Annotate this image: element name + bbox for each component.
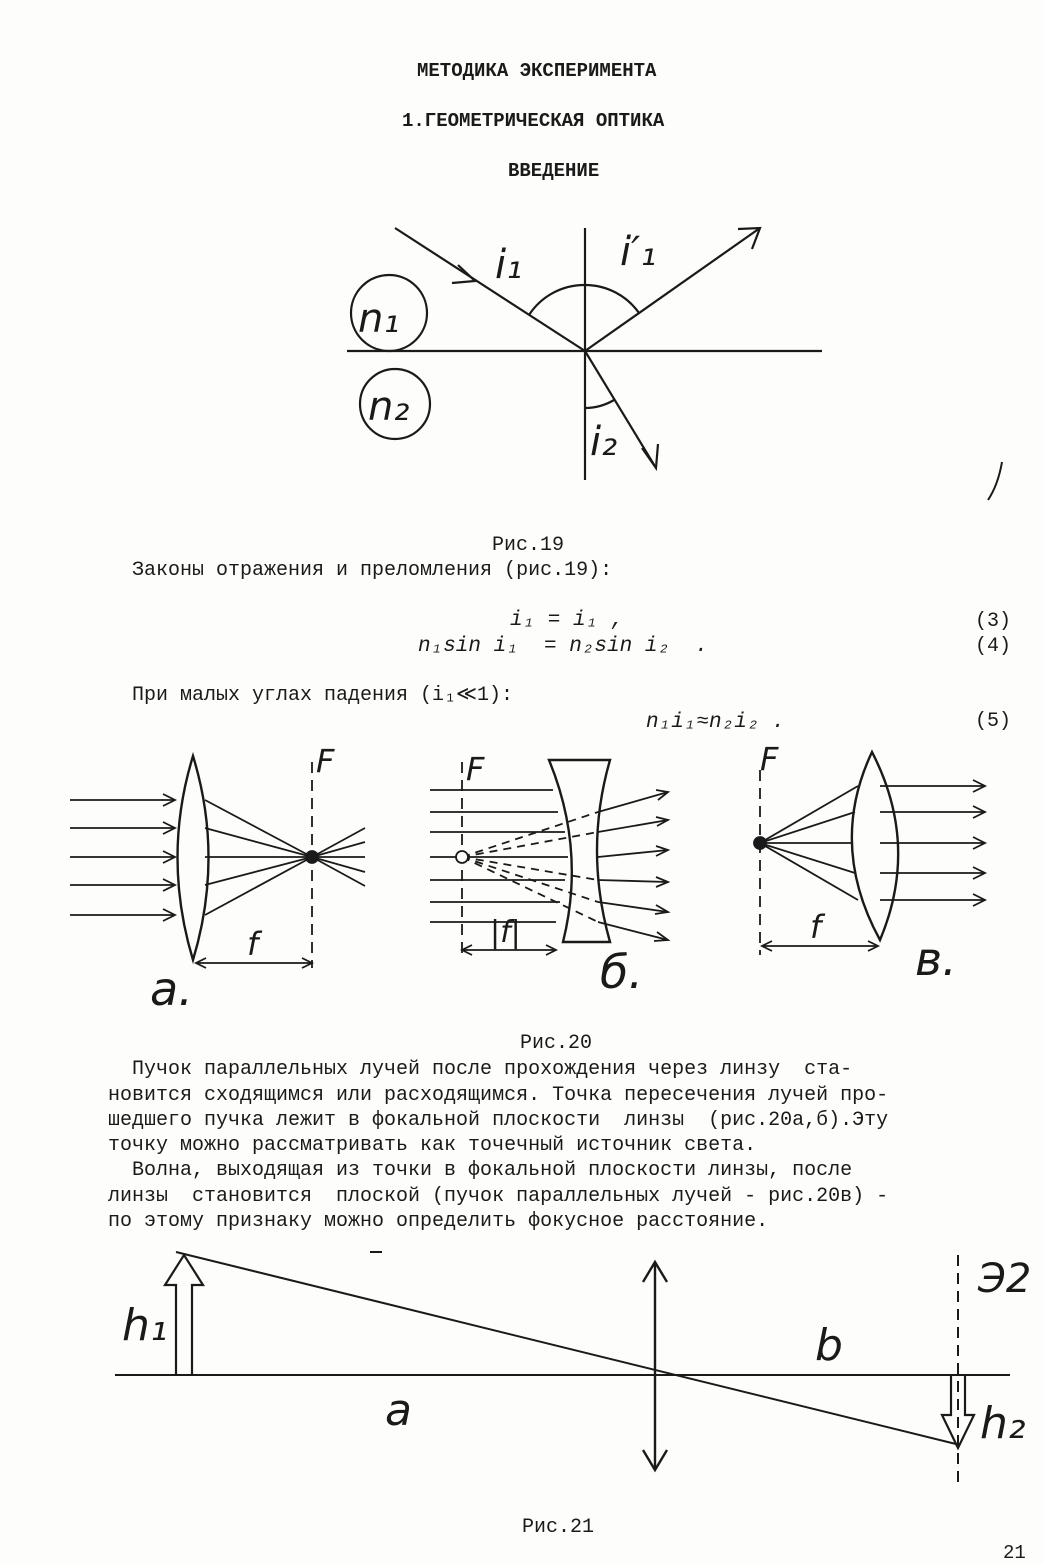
equation-3-number: (3)	[975, 610, 1012, 633]
paragraph-1-line-1: Пучок параллельных лучей после прохождения через линзу ста-	[132, 1058, 853, 1081]
fig20a-converging-lens	[70, 756, 365, 968]
figure-19-caption: Рис.19	[492, 534, 565, 557]
medium-n1-circle	[351, 275, 427, 351]
paragraph-1-line-2: новится сходящимся или расходящимся. Точка пересечения лучей про-	[108, 1084, 889, 1107]
label-screen-e2: Э2	[978, 1256, 1032, 1302]
figure-21-caption: Рис.21	[522, 1516, 595, 1539]
paragraph-2-line-3: по этому признаку можно определить фокусное расстояние.	[108, 1210, 769, 1233]
label-n1: n₁	[358, 296, 400, 342]
fig20b-diverging-lens	[430, 760, 668, 960]
angle-arc-i1p	[585, 285, 639, 313]
equation-5: n₁i₁≈n₂i₂ .	[646, 711, 785, 734]
fig20b-label-abs-f: |f|	[490, 915, 521, 950]
paragraph-2-line-2: линзы становится плоской (пучок параллельных лучей - рис.20в) -	[108, 1185, 889, 1208]
page-number: 21	[1003, 1542, 1026, 1564]
fig20v-focus-point	[754, 837, 766, 849]
section-title: МЕТОДИКА ЭКСПЕРИМЕНТА	[417, 60, 657, 82]
small-angles-text: При малых углах падения (i₁≪1):	[132, 684, 513, 707]
paragraph-1-line-3: шедшего пучка лежит в фокальной плоскости линзы (рис.20а,б).Эту	[108, 1109, 889, 1132]
equation-3: i₁ = i₁ ,	[510, 609, 624, 632]
reflected-arrow-icon	[738, 228, 760, 249]
fig20a-label-F: F	[316, 742, 335, 780]
fig20v-label-F: F	[760, 740, 779, 778]
equation-5-number: (5)	[975, 710, 1012, 733]
lens-bottom-arrow-icon	[643, 1450, 667, 1470]
label-h2: h₂	[980, 1398, 1026, 1449]
fig20v-label-f: f	[810, 908, 822, 946]
label-i2: i₂	[590, 419, 618, 465]
incident-arrow-icon	[452, 265, 475, 283]
chapter-title: 1.ГЕОМЕТРИЧЕСКАЯ ОПТИКА	[402, 110, 665, 132]
equation-4-number: (4)	[975, 635, 1012, 658]
label-n2: n₂	[368, 384, 410, 430]
refracted-ray	[585, 351, 656, 468]
paragraph-2-line-1: Волна, выходящая из точки в фокальной плоскости линзы, после	[132, 1159, 853, 1182]
fig20b-virtual-focus	[456, 851, 468, 863]
fig20a-label: а.	[150, 962, 193, 1016]
fig20v-collimating-lens	[760, 752, 985, 955]
pencil-mark	[988, 462, 1002, 500]
figure-20-caption: Рис.20	[520, 1032, 593, 1055]
label-b: b	[815, 1320, 843, 1371]
central-ray	[176, 1252, 960, 1445]
paragraph-1-line-4: точку можно рассматривать как точечный источник света.	[108, 1134, 757, 1157]
refracted-arrow-icon	[642, 444, 658, 468]
incident-ray	[395, 228, 585, 351]
label-a: a	[385, 1385, 412, 1436]
fig20a-focus-point	[306, 851, 318, 863]
laws-text: Законы отражения и преломления (рис.19):	[132, 559, 613, 582]
label-i1: i₁	[495, 242, 523, 288]
fig20v-label: в.	[915, 932, 957, 986]
image-arrow-icon	[942, 1375, 974, 1448]
fig20a-label-f: f	[247, 925, 259, 963]
fig20b-label-F: F	[466, 750, 485, 788]
medium-n2-circle	[360, 369, 430, 439]
angle-arc-i1	[529, 285, 585, 315]
reflected-ray	[585, 228, 760, 351]
label-h1: h₁	[122, 1300, 168, 1351]
angle-arc-i2	[585, 400, 614, 408]
lens-top-arrow-icon	[643, 1262, 667, 1282]
subsection-title: ВВЕДЕНИЕ	[508, 160, 600, 182]
fig20b-label: б.	[600, 945, 643, 999]
object-arrow-icon	[165, 1255, 203, 1375]
label-i1-prime: i′₁	[620, 229, 657, 275]
equation-4: n₁sin i₁ = n₂sin i₂ .	[418, 635, 708, 658]
